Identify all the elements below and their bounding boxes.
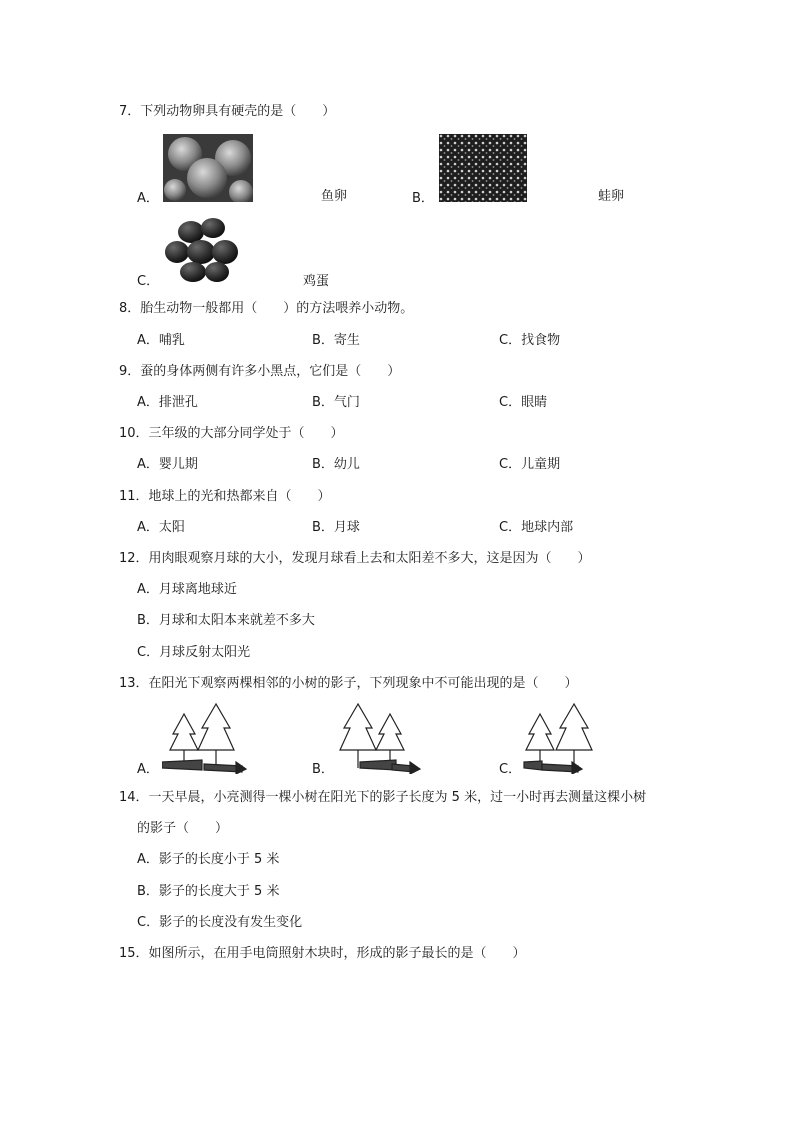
q7-stem: 7．下列动物卵具有硬壳的是（ ） xyxy=(119,104,336,119)
q13-figure-a-trees xyxy=(162,700,248,774)
q11-option-a: A．太阳 xyxy=(137,520,185,535)
q13-option-b: B． xyxy=(312,762,334,777)
q10-option-c: C．儿童期 xyxy=(499,457,561,472)
q10-stem: 10．三年级的大部分同学处于（ ） xyxy=(119,426,344,441)
q8-option-a: A．哺乳 xyxy=(137,333,185,348)
q13-figure-c-trees xyxy=(522,700,608,774)
q13-figure-b-trees xyxy=(336,700,422,774)
q12-stem: 12．用肉眼观察月球的大小，发现月球看上去和太阳差不多大，这是因为（ ） xyxy=(119,551,591,566)
q13-stem: 13．在阳光下观察两棵相邻的小树的影子，下列现象中不可能出现的是（ ） xyxy=(119,676,578,691)
q11-option-c: C．地球内部 xyxy=(499,520,574,535)
frog-eggs-photo xyxy=(439,134,527,202)
q14-option-c: C．影子的长度没有发生变化 xyxy=(137,915,303,930)
q15-stem: 15．如图所示，在用手电筒照射木块时，形成的影子最长的是（ ） xyxy=(119,946,526,961)
q14-option-a: A．影子的长度小于 5 米 xyxy=(137,852,280,867)
fish-eggs-photo xyxy=(163,134,253,202)
q13-option-c: C． xyxy=(499,762,522,777)
q7-option-b-letter: B． xyxy=(412,191,434,206)
q14-stem-line-2: 的影子（ ） xyxy=(137,821,229,836)
q7-option-a-text: 鱼卵 xyxy=(321,189,348,204)
q7-option-b-text: 蛙卵 xyxy=(598,189,625,204)
q8-option-c: C．找食物 xyxy=(499,333,561,348)
q13-option-a: A． xyxy=(137,762,159,777)
q8-option-b: B．寄生 xyxy=(312,333,360,348)
q12-option-c: C．月球反射太阳光 xyxy=(137,645,251,660)
q7-option-c-letter: C． xyxy=(137,274,160,289)
q8-stem: 8．胎生动物一般都用（ ）的方法喂养小动物。 xyxy=(119,301,414,316)
q14-option-b: B．影子的长度大于 5 米 xyxy=(137,884,280,899)
q9-option-a: A．排泄孔 xyxy=(137,395,198,410)
q9-option-b: B．气门 xyxy=(312,395,360,410)
q12-option-b: B．月球和太阳本来就差不多大 xyxy=(137,613,315,628)
q7-option-a-letter: A． xyxy=(137,191,159,206)
q11-option-b: B．月球 xyxy=(312,520,360,535)
chicken-eggs-photo xyxy=(163,212,243,284)
q12-option-a: A．月球离地球近 xyxy=(137,582,237,597)
q9-stem: 9．蚕的身体两侧有许多小黑点，它们是（ ） xyxy=(119,364,401,379)
q7-option-c-text: 鸡蛋 xyxy=(303,274,330,289)
q10-option-b: B．幼儿 xyxy=(312,457,360,472)
q14-stem-line-1: 14．一天早晨，小亮测得一棵小树在阳光下的影子长度为 5 米，过一小时再去测量这棵小树 xyxy=(119,790,647,805)
q11-stem: 11．地球上的光和热都来自（ ） xyxy=(119,489,331,504)
q9-option-c: C．眼睛 xyxy=(499,395,548,410)
q10-option-a: A．婴儿期 xyxy=(137,457,198,472)
